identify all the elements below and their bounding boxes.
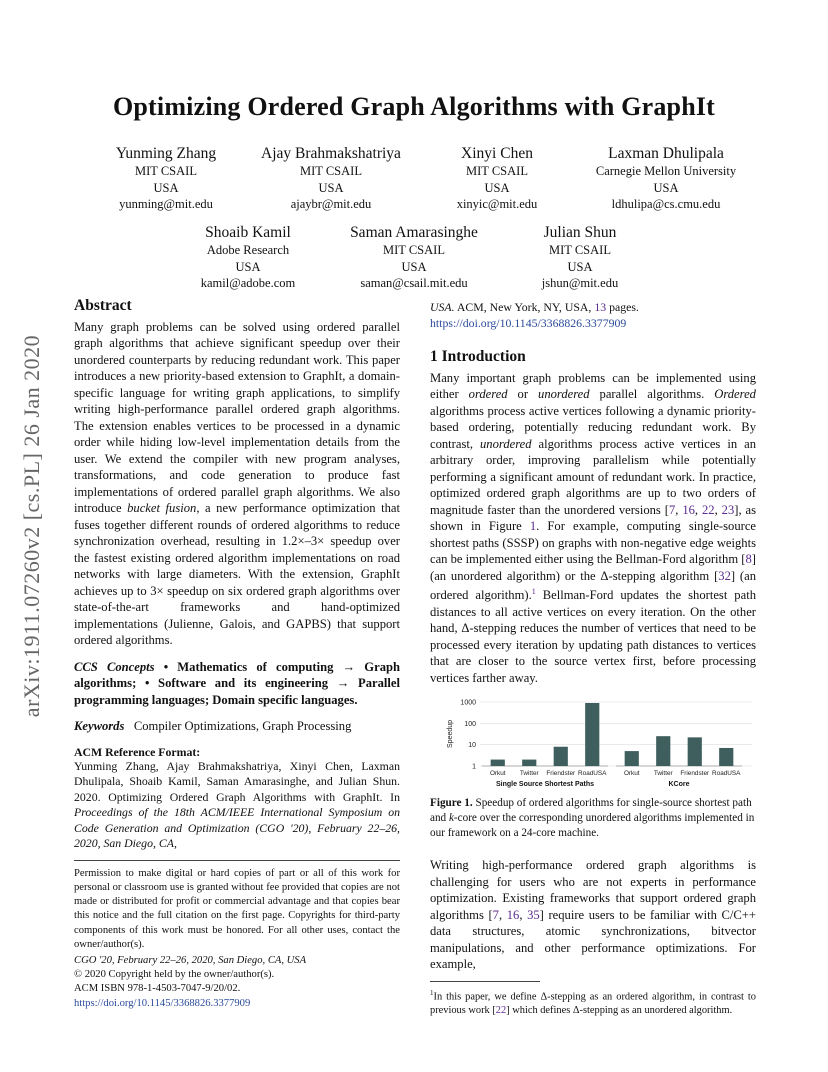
author-block [578,144,754,213]
figure-1-chart [430,696,756,792]
speedup-chart [430,696,756,792]
acm-reference-continued: USA. ACM, New York, NY, USA, 13 pages. https://doi.org/10.1145/3368826.3377909 [430,300,639,330]
x-tick-label: Friendster [680,770,710,778]
citation-link[interactable]: 7 [492,907,499,922]
y-tick-label: 1 [472,763,476,771]
author-country: USA [484,180,510,195]
author-country: USA [235,259,261,274]
conference-info: CGO '20, February 22–26, 2020, San Diego, CA, USA [74,954,307,966]
author-email[interactable]: saman@csail.mit.edu [360,276,468,290]
author-name: Shoaib Kamil [205,224,291,241]
author-name: Laxman Dhulipala [608,145,724,162]
paper-title: Optimizing Ordered Graph Algorithms with GraphIt [112,92,716,121]
author-email[interactable]: kamil@adobe.com [200,276,296,290]
author-email[interactable]: xinyic@mit.edu [456,197,538,211]
author-email[interactable]: yunming@mit.edu [119,197,213,211]
citation-link[interactable]: 16 [506,907,520,922]
author-affiliation: MIT CSAIL [466,164,528,178]
acm-doi-link[interactable]: https://doi.org/10.1145/3368826.3377909 [430,315,627,330]
page-count-link[interactable]: 13 [594,300,607,314]
y-tick-label: 100 [464,721,476,729]
author-country: USA [401,259,427,274]
intro-paragraph-1: Many important graph problems can be implemented using either ordered or unordered parallel algorithms. Ordered algorithms process active vertices following a dynamic priority-based ordering, potentially reducing redundant work. By contrast, unordered algorithms process active vertices in an arbitrary order, improving parallelism while potentially performing a significant amount of redundant work. In practice, optimized ordered graph algorithms are up to two orders of magnitude faster than the unordered versions [7, 16, 22, 23], as shown in Figure 1. For example, computing single-source shortest paths (SSSP) on graphs with non-negative edge weights can be implemented either using the Bellman-Ford algorithm [8] (an unordered algorithm) or the Δ-stepping algorithm [32] (an ordered algorithm).$^1$ Bellman-Ford updates the shortest path distances to all active vertices on every iteration. On the other hand, Δ-stepping reduces the number of vertices that need to be processed every iteration by updating path distances to vertices that are closer to the source vertex first, before processing vertices farther away. [430,370,757,685]
x-tick-label: Orkut [623,770,640,778]
chart-bar [656,736,670,766]
doi-link[interactable]: https://doi.org/10.1145/3368826.3377909 [74,997,251,1009]
abstract-heading: Abstract [74,297,132,314]
citation-link[interactable]: 16 [682,502,695,517]
keywords: Keywords Compiler Optimizations, Graph Processing [74,719,352,733]
x-tick-label: Friendster [546,770,576,778]
x-tick-label: Twitter [653,770,673,778]
footnote-marker[interactable]: 1 [531,587,536,596]
permission-notice: Permission to make digital or hard copies of part or all of this work for personal or classroom use is granted without fee provided that copies are not made or distributed for profit or commercial advantage and that copies bear this notice and the full citation on the first page. Copyrights for third-party components of this work must be honored. For all other uses, contact the owner/author(s). [74,867,400,950]
chart-bar [491,760,505,766]
acm-reference-heading: ACM Reference Format: [74,744,201,759]
author-country: USA [653,180,679,195]
abstract-text: Many graph problems can be solved using ordered parallel graph algorithms that achieve significant speedup over their unordered counterparts by reducing redundant work. This paper introduces a new priority-based extension to GraphIt, a domain-specific language for writing graph applications, to simplify writing high-performance parallel ordered graph algorithms. The extension enables vertices to be processed in a dynamic order while hiding low-level implementation details from the user. We extend the compiler with new program analyses, transformations, and code generation to produce fast implementations of ordered parallel graph algorithms. We also introduce bucket fusion, a new performance optimization that fuses together different rounds of ordered algorithms to reduce synchronization overhead, resulting in 1.2×–3× speedup over the fastest existing ordered algorithm implementations on road networks with large diameters. With the extension, GraphIt achieves up to 3× speedup on six ordered graph algorithms over state-of-the-art frameworks and hand-optimized implementations (Julienne, Galois, and GAPBS) that support ordered algorithms. [74,319,400,647]
x-tick-label: Orkut [489,770,506,778]
author-name: Xinyi Chen [461,145,533,162]
author-block [96,144,236,213]
author-country: USA [153,180,179,195]
author-block [334,223,494,292]
figure-ref-link[interactable]: 1 [529,519,537,533]
author-affiliation: Carnegie Mellon University [595,164,737,178]
author-name: Ajay Brahmakshatriya [261,145,401,162]
author-name: Yunming Zhang [115,145,217,162]
x-tick-label: Twitter [519,770,539,778]
author-affiliation: MIT CSAIL [549,243,611,257]
footnote-divider [430,981,540,982]
author-block [432,144,562,213]
author-affiliation: Adobe Research [206,243,290,257]
author-block [520,223,640,292]
figure-1-caption: Figure 1. Speedup of ordered algorithms for single-source shortest path and k-core over the corresponding unordered algorithms implemented in our framework on a 24-core machine. [430,797,755,840]
chart-bar [554,747,568,766]
author-name: Julian Shun [543,224,617,241]
author-affiliation: MIT CSAIL [300,164,362,178]
isbn-line: ACM ISBN 978-1-4503-7047-9/20/02. [74,983,241,995]
author-affiliation: MIT CSAIL [383,243,445,257]
citation-link[interactable]: 35 [527,907,540,922]
y-tick-label: 10 [468,742,476,750]
left-column [74,298,400,1011]
acm-reference-text: Yunming Zhang, Ajay Brahmakshatriya, Xinyi Chen, Laxman Dhulipala, Shoaib Kamil, Saman Amarasinghe, and Julian Shun. 2020. Optimizing Ordered Graph Algorithms with GraphIt. In Proceedings of the 18th ACM/IEEE International Symposium on Code Generation and Optimization (CGO '20), February 22–26, 2020, San Diego, CA, [74,758,400,851]
intro-paragraph-2: Writing high-performance ordered graph algorithms is challenging for users who are not experts in performance optimization. Existing frameworks that support ordered graph algorithms [7, 16, 35] require users to be familiar with C/C++ data structures, atomic synchronizations, bitvector manipulations, and other performance optimizations. For example, [430,858,757,972]
author-country: USA [567,259,593,274]
author-email[interactable]: ajaybr@mit.edu [290,197,372,211]
arxiv-identifier: arXiv:1911.07260v2 [cs.PL] 26 Jan 2020 [19,334,44,718]
divider [74,860,400,861]
x-tick-label: RoadUSA [712,770,741,778]
x-tick-label: RoadUSA [578,770,607,778]
ccs-concepts: CCS Concepts • Mathematics of computing → Graph algorithms; • Software and its engineering → Parallel programming languages; Domain specific languages. [74,659,400,707]
author-email[interactable]: jshun@mit.edu [541,276,619,290]
author-block [178,223,318,292]
author-email[interactable]: ldhulipa@cs.cmu.edu [611,197,721,211]
group-label: Single Source Shortest Paths [495,781,595,789]
chart-bar [719,748,733,766]
author-name: Saman Amarasinghe [350,224,478,241]
author-block [246,144,416,213]
citation-link[interactable]: 22 [495,1005,507,1017]
footnote: $^1$In this paper, we define Δ-stepping as an ordered algorithm, in contrast to previous work [22] which defines Δ-stepping as an unordered algorithm. [430,988,756,1017]
citation-link[interactable]: 23 [721,502,735,517]
y-tick-label: 1000 [460,699,476,707]
group-label: KCore [668,781,690,789]
y-axis-label: Speedup [447,720,454,749]
chart-bar [585,703,599,766]
right-column [430,300,756,1019]
chart-bar [625,751,639,766]
citation-link[interactable]: 7 [668,502,676,517]
citation-link[interactable]: 22 [702,502,715,517]
introduction-heading: 1 Introduction [430,348,526,365]
citation-link[interactable]: 32 [718,568,731,583]
author-country: USA [318,180,344,195]
citation-link[interactable]: 8 [745,552,752,566]
chart-bar [522,760,536,766]
chart-bar [688,738,702,767]
copyright-line: © 2020 Copyright held by the owner/author(s). [74,969,275,981]
author-affiliation: MIT CSAIL [135,164,197,178]
